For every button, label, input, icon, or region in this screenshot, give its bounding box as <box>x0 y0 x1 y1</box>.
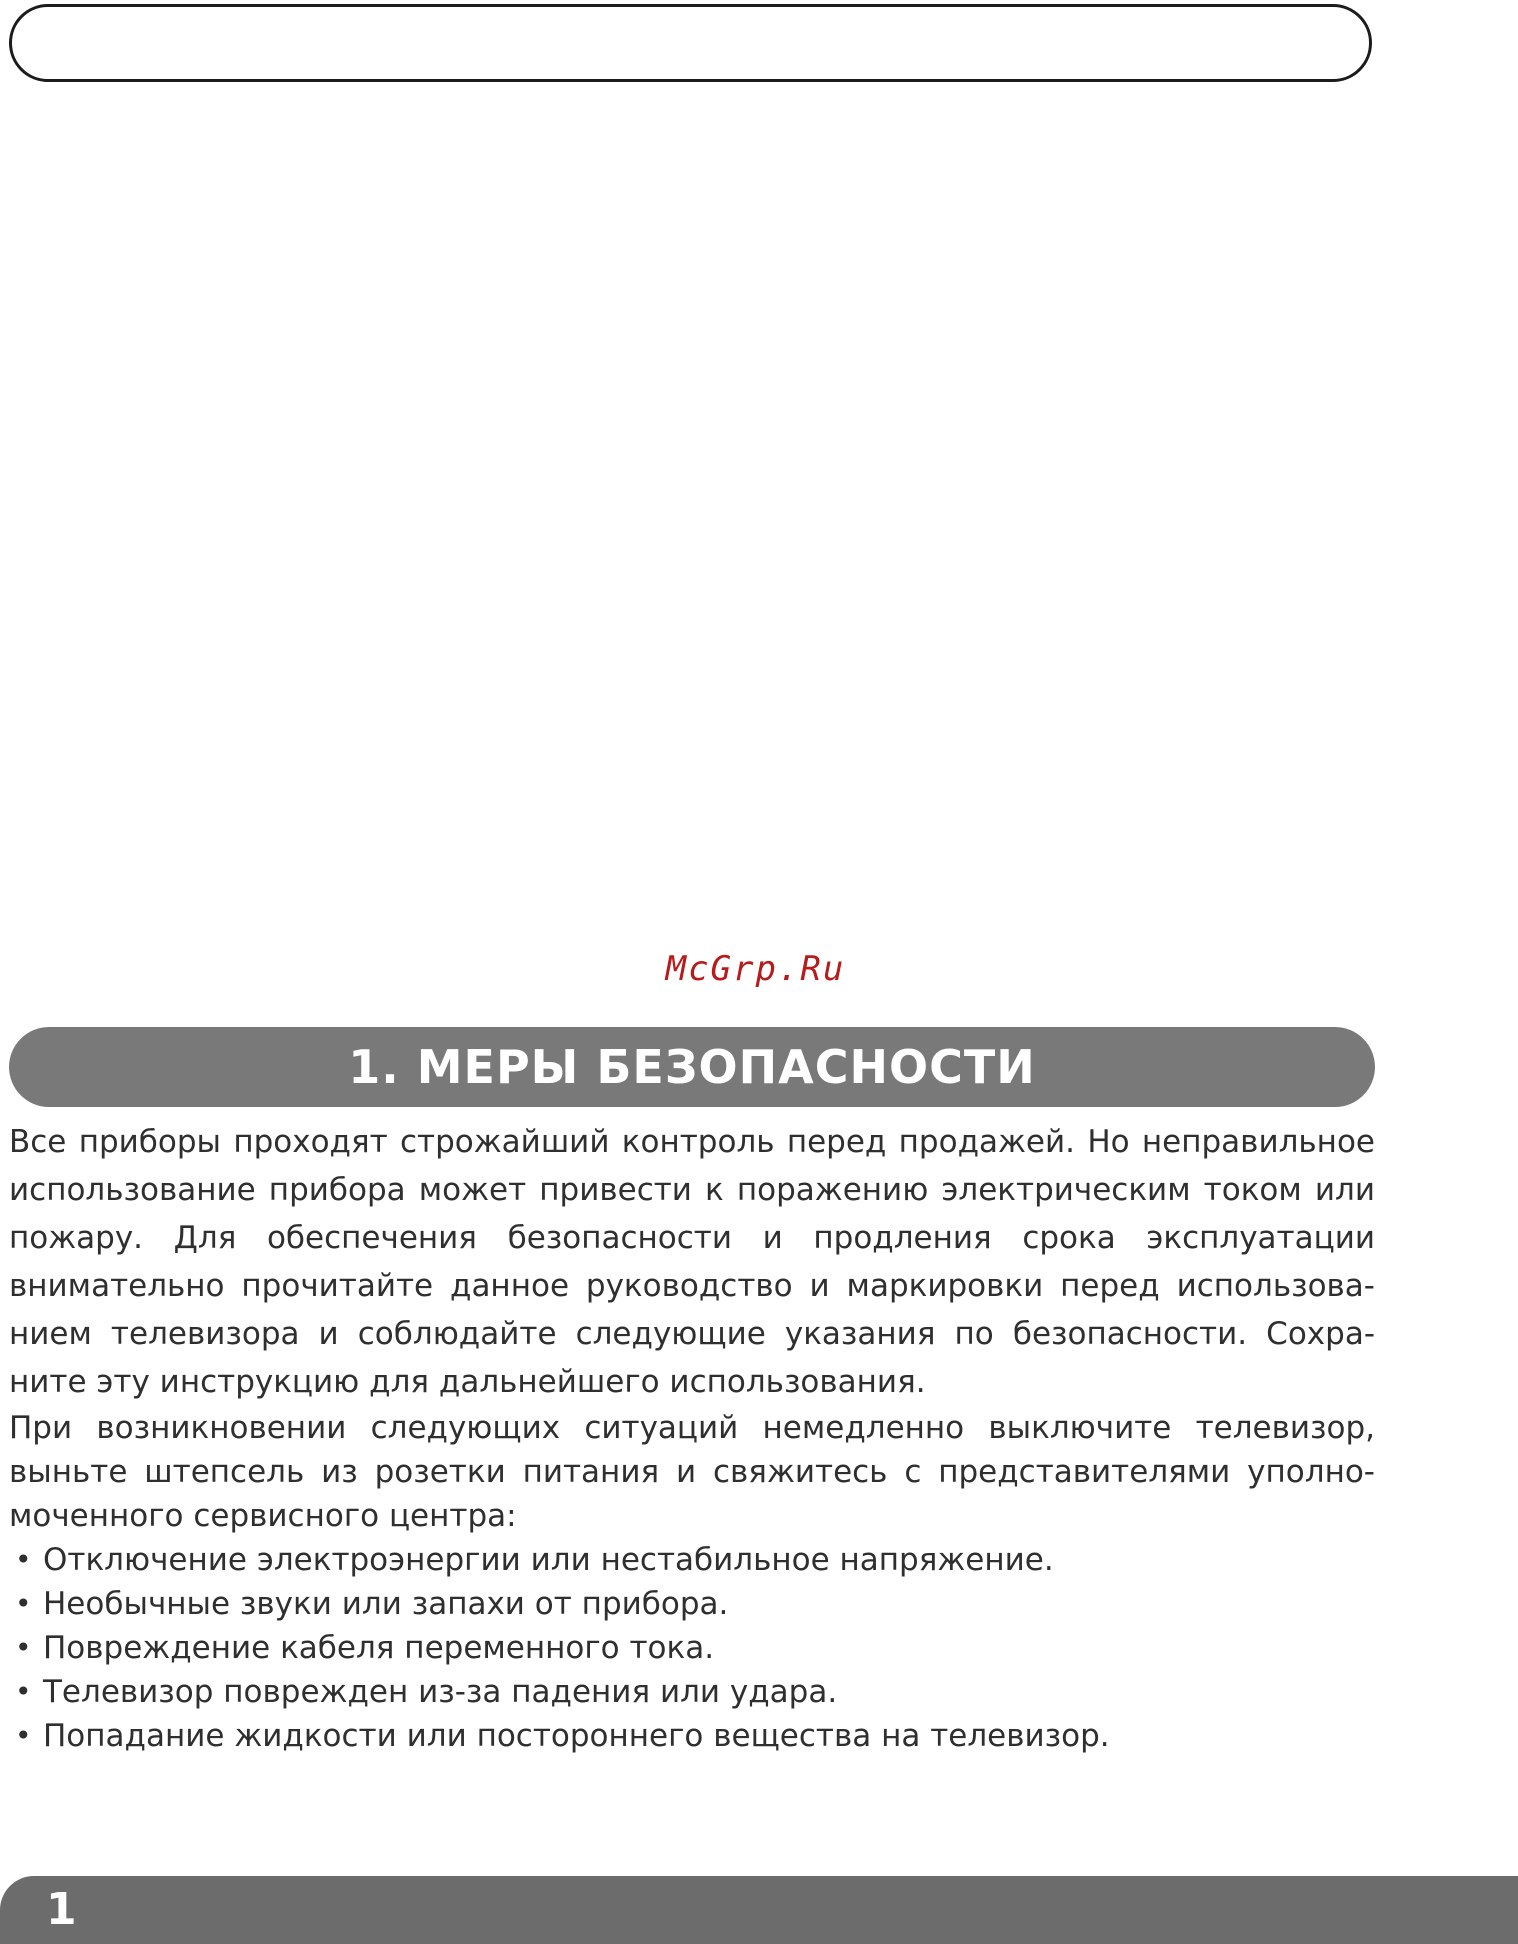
bullet-icon: • <box>15 1543 32 1576</box>
bullet-icon: • <box>15 1675 32 1708</box>
section-title: 1. МЕРЫ БЕЗОПАСНОСТИ <box>348 1040 1036 1094</box>
list-item <box>9 1626 1375 1670</box>
header-frame <box>9 4 1372 82</box>
watermark-text: McGrp.Ru <box>665 949 846 989</box>
bullet-icon: • <box>15 1719 32 1752</box>
list-item-text: Необычные звуки или запахи от прибора. <box>43 1586 729 1622</box>
list-item-text: Телевизор поврежден из-за падения или удара. <box>43 1674 838 1710</box>
situations-list <box>9 1538 1375 1758</box>
body-text <box>9 1118 1375 1758</box>
list-item-text: Отключение электроэнергии или нестабильное напряжение. <box>43 1542 1054 1578</box>
paragraph-situations: При возникновении следующих ситуаций немедленно выключите телевизор, выньте штепсель из розетки питания и свяжитесь с представителями уполно-моченного сервисного центра: <box>9 1410 1375 1534</box>
list-item-text: Повреждение кабеля переменного тока. <box>43 1630 715 1666</box>
bullet-icon: • <box>15 1631 32 1664</box>
bullet-icon: • <box>15 1587 32 1620</box>
list-item <box>9 1582 1375 1626</box>
footer-bar <box>0 1876 1518 1944</box>
list-item <box>9 1538 1375 1582</box>
list-item-text: Попадание жидкости или постороннего вещества на телевизор. <box>43 1718 1110 1754</box>
page-number: 1 <box>46 1884 77 1935</box>
list-item <box>9 1670 1375 1714</box>
list-item <box>9 1714 1375 1758</box>
paragraph-intro: Все приборы проходят строжайший контроль перед продажей. Но неправильное использование прибора может привести к поражению электрическим током или пожару. Для обеспечения безопасности и продления срока эксплуатации внимательно прочитайте данное руководство и маркировки перед использова-нием телевизора и соблюдайте следующие указания по безопасности. Сохра-ните эту инструкцию для дальнейшего использования. <box>9 1124 1375 1400</box>
watermark <box>0 949 1518 989</box>
section-header-bar <box>9 1027 1375 1107</box>
